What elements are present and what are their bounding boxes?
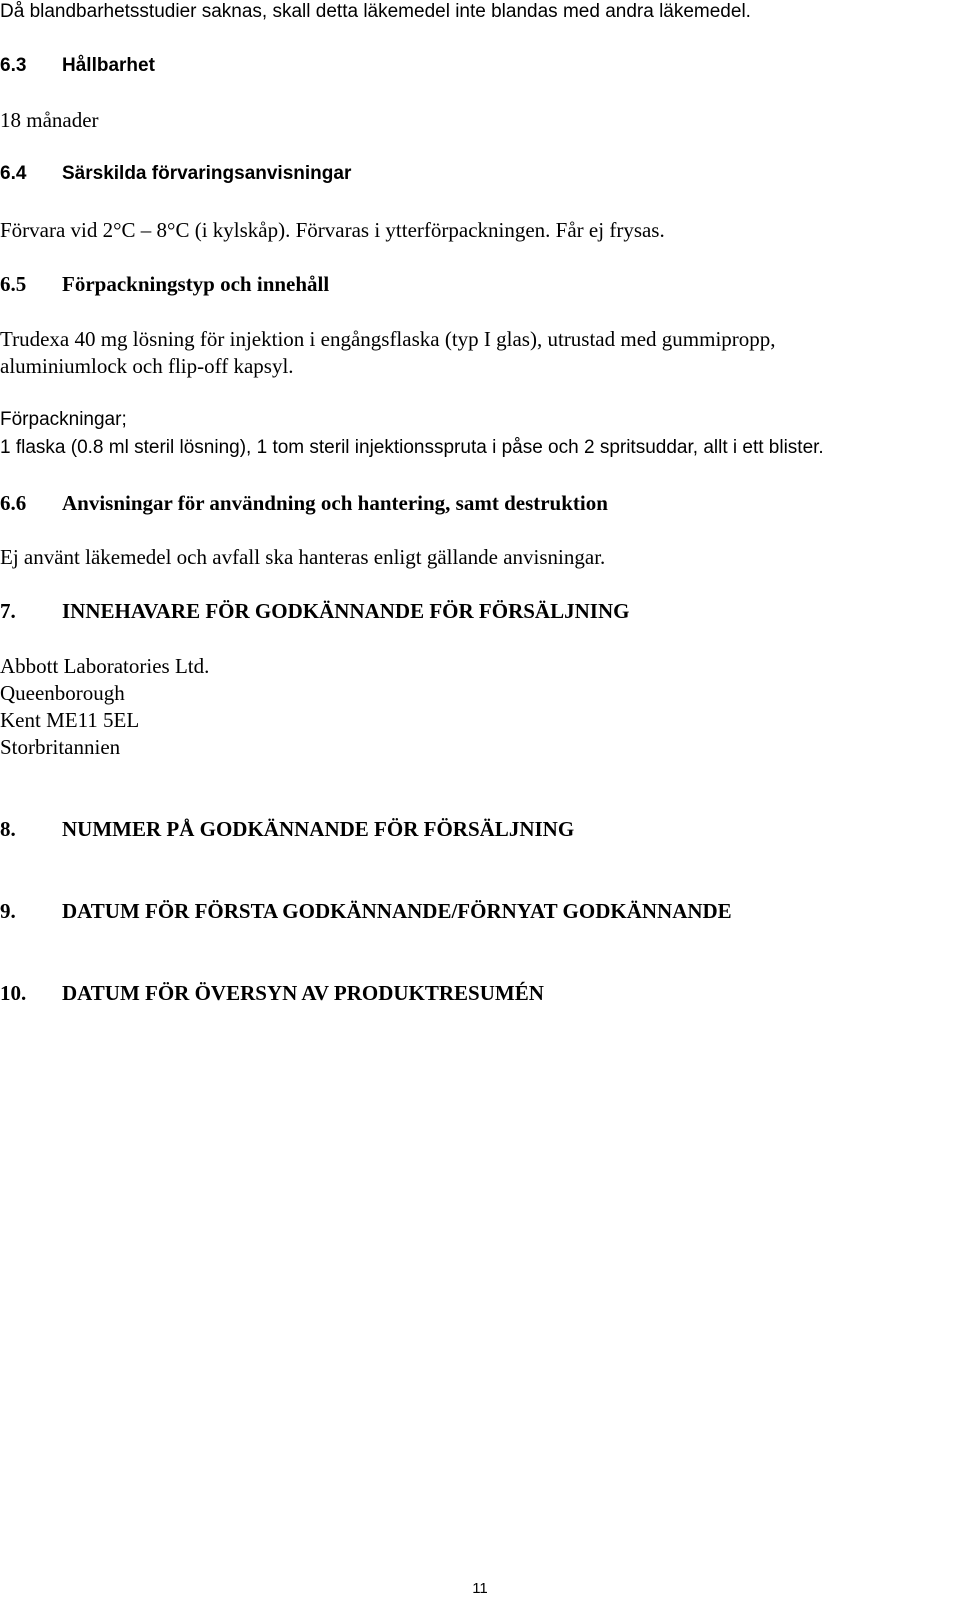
section-6-3-text: 18 månader bbox=[0, 108, 99, 132]
section-title: DATUM FÖR FÖRSTA GODKÄNNANDE/FÖRNYAT GODKÄNNANDE bbox=[62, 899, 732, 923]
section-number: 6.5 bbox=[0, 272, 27, 296]
section-number: 6.3 bbox=[0, 55, 27, 76]
section-6-6-heading bbox=[0, 490, 608, 516]
packs-text: 1 flaska (0.8 ml steril lösning), 1 tom steril injektionsspruta i påse och 2 spritsuddar, allt i ett blister. bbox=[0, 437, 824, 458]
section-title: Särskilda förvaringsanvisningar bbox=[62, 163, 352, 184]
section-number: 8. bbox=[0, 817, 16, 841]
section-6-5-line-1: Trudexa 40 mg lösning för injektion i engångsflaska (typ I glas), utrustad med gummipropp, bbox=[0, 327, 776, 351]
section-title: DATUM FÖR ÖVERSYN AV PRODUKTRESUMÉN bbox=[62, 981, 544, 1005]
section-8-heading bbox=[0, 816, 574, 842]
section-6-6-text: Ej använt läkemedel och avfall ska hanteras enligt gällande anvisningar. bbox=[0, 545, 606, 569]
section-number: 6.4 bbox=[0, 163, 27, 184]
address-line: Abbott Laboratories Ltd. bbox=[0, 654, 210, 678]
address-line: Storbritannien bbox=[0, 735, 121, 759]
section-6-4-text: Förvara vid 2°C – 8°C (i kylskåp). Förvaras i ytterförpackningen. Får ej frysas. bbox=[0, 218, 665, 242]
section-title: Anvisningar för användning och hantering, samt destruktion bbox=[62, 491, 608, 515]
section-number: 9. bbox=[0, 899, 16, 923]
section-title: Förpackningstyp och innehåll bbox=[62, 272, 330, 296]
address-line: Queenborough bbox=[0, 681, 125, 705]
section-6-5-heading bbox=[0, 271, 329, 297]
address-line: Kent ME11 5EL bbox=[0, 708, 140, 732]
section-6-5-line-2: aluminiumlock och flip-off kapsyl. bbox=[0, 354, 294, 378]
packs-label: Förpackningar; bbox=[0, 409, 127, 430]
section-7-heading bbox=[0, 598, 629, 624]
page-number: 11 bbox=[472, 1580, 488, 1597]
section-6-3-heading bbox=[0, 53, 155, 79]
section-9-heading bbox=[0, 898, 732, 924]
intro-text: Då blandbarhetsstudier saknas, skall detta läkemedel inte blandas med andra läkemedel. bbox=[0, 1, 751, 22]
section-title: NUMMER PÅ GODKÄNNANDE FÖR FÖRSÄLJNING bbox=[62, 817, 575, 841]
section-number: 10. bbox=[0, 981, 27, 1005]
section-6-4-heading bbox=[0, 161, 351, 187]
section-number: 6.6 bbox=[0, 491, 27, 515]
section-title: Hållbarhet bbox=[62, 55, 155, 76]
section-number: 7. bbox=[0, 599, 16, 623]
section-title: INNEHAVARE FÖR GODKÄNNANDE FÖR FÖRSÄLJNING bbox=[62, 599, 630, 623]
section-10-heading bbox=[0, 980, 544, 1006]
